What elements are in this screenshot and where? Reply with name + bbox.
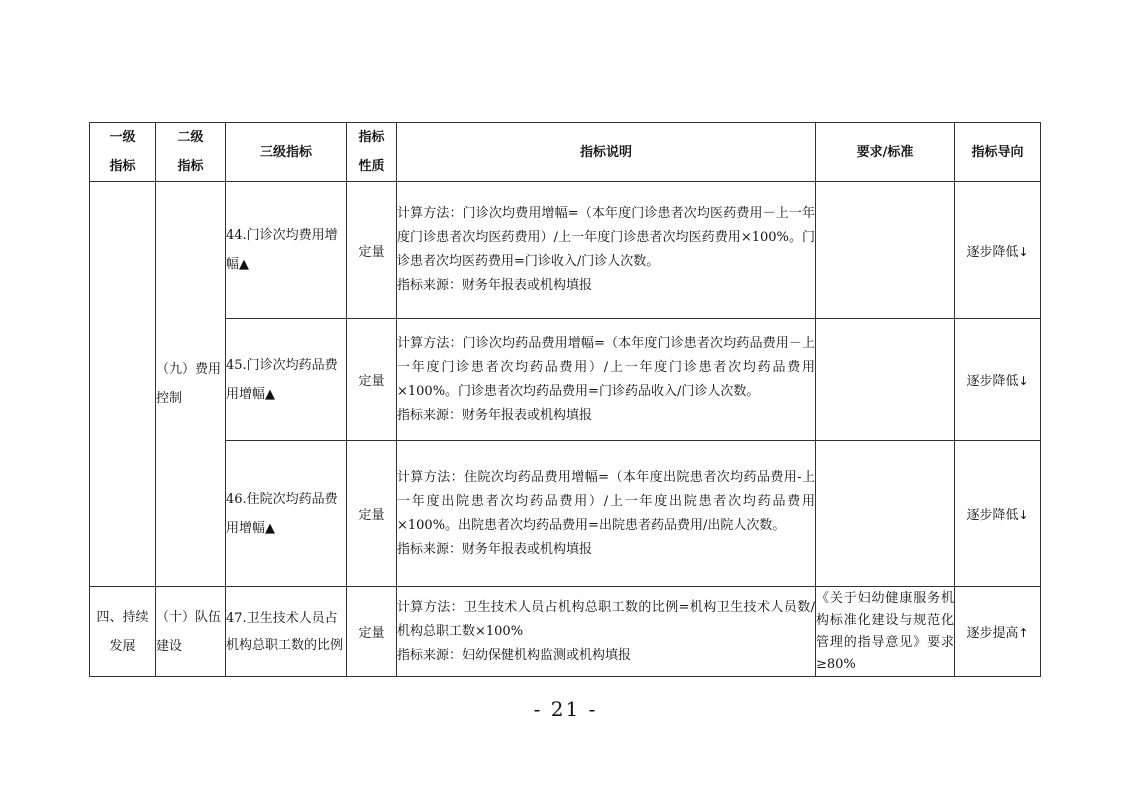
nature-cell: 定量 bbox=[347, 441, 397, 587]
arrow-up-icon: ↑ bbox=[1018, 626, 1029, 640]
calc-method-text: 计算方法：住院次均药品费用增幅=（本年度出院患者次均药品费用-上一年度出院患者次均药品费用）/上一年度出院患者次均药品费用×100%。出院患者次均药品费用=出院患者药品费用/出院人次数。 bbox=[397, 469, 815, 533]
description-cell bbox=[397, 587, 816, 677]
calc-method-text: 计算方法：门诊次均药品费用增幅=（本年度门诊患者次均药品费用－上一年度门诊患者次均药品费用）/上一年度门诊患者次均药品费用×100%。门诊患者次均药品费用=门诊药品收入/门诊人次数。 bbox=[397, 335, 815, 399]
level3-cell: 44.门诊次均费用增幅▲ bbox=[226, 182, 347, 319]
direction-label: 逐步提高 bbox=[966, 626, 1019, 641]
calc-method-text: 计算方法：卫生技术人员占机构总职工数的比例=机构卫生技术人员数/机构总职工数×100% bbox=[397, 599, 815, 639]
level2-cell: （十）队伍建设 bbox=[156, 587, 226, 677]
header-direction: 指标导向 bbox=[955, 123, 1041, 182]
header-requirement: 要求/标准 bbox=[816, 123, 955, 182]
header-description: 指标说明 bbox=[397, 123, 816, 182]
source-text: 指标来源：财务年报表或机构填报 bbox=[397, 407, 593, 423]
calc-method-text: 计算方法：门诊次均费用增幅=（本年度门诊患者次均医药费用－上一年度门诊患者次均医药费用）/上一年度门诊患者次均医药费用×100%。门诊患者次均医药费用=门诊收入/门诊人次数。 bbox=[397, 206, 815, 269]
nature-cell: 定量 bbox=[347, 587, 397, 677]
requirement-cell bbox=[816, 441, 955, 587]
level2-cell: （九）费用控制 bbox=[156, 182, 226, 587]
header-level3: 三级指标 bbox=[226, 123, 347, 182]
direction-cell bbox=[955, 587, 1041, 677]
direction-label: 逐步降低 bbox=[966, 508, 1019, 523]
requirement-cell bbox=[816, 182, 955, 319]
table-row bbox=[90, 441, 1041, 587]
description-cell bbox=[397, 319, 816, 441]
direction-cell bbox=[955, 182, 1041, 319]
table-row bbox=[90, 182, 1041, 319]
page-number: - 21 - bbox=[533, 697, 598, 721]
arrow-down-icon: ↓ bbox=[1018, 508, 1029, 522]
direction-cell bbox=[955, 441, 1041, 587]
source-text: 指标来源：妇幼保健机构监测或机构填报 bbox=[397, 647, 632, 663]
header-level1: 一级 指标 bbox=[90, 123, 156, 182]
header-level2: 二级 指标 bbox=[156, 123, 226, 182]
source-text: 指标来源：财务年报表或机构填报 bbox=[397, 278, 593, 293]
description-cell bbox=[397, 182, 816, 319]
source-text: 指标来源：财务年报表或机构填报 bbox=[397, 541, 593, 557]
level3-cell: 46.住院次均药品费用增幅▲ bbox=[226, 441, 347, 587]
nature-cell: 定量 bbox=[347, 319, 397, 441]
nature-cell: 定量 bbox=[347, 182, 397, 319]
table-row bbox=[90, 587, 1041, 677]
level3-cell: 45.门诊次均药品费用增幅▲ bbox=[226, 319, 347, 441]
direction-label: 逐步降低 bbox=[966, 244, 1019, 260]
level3-cell: 47.卫生技术人员占机构总职工数的比例 bbox=[226, 587, 347, 677]
header-nature: 指标 性质 bbox=[347, 123, 397, 182]
arrow-down-icon: ↓ bbox=[1018, 374, 1029, 388]
description-cell bbox=[397, 441, 816, 587]
requirement-cell bbox=[816, 319, 955, 441]
arrow-down-icon: ↓ bbox=[1018, 244, 1029, 259]
direction-label: 逐步降低 bbox=[966, 374, 1019, 389]
indicator-table bbox=[89, 122, 1041, 677]
direction-cell bbox=[955, 319, 1041, 441]
requirement-cell: 《关于妇幼健康服务机构标准化建设与规范化管理的指导意见》要求≥80% bbox=[816, 587, 955, 677]
table-header-row bbox=[90, 123, 1041, 182]
level1-cell bbox=[90, 182, 156, 587]
table-row bbox=[90, 319, 1041, 441]
level1-cell: 四、持续发展 bbox=[90, 587, 156, 677]
